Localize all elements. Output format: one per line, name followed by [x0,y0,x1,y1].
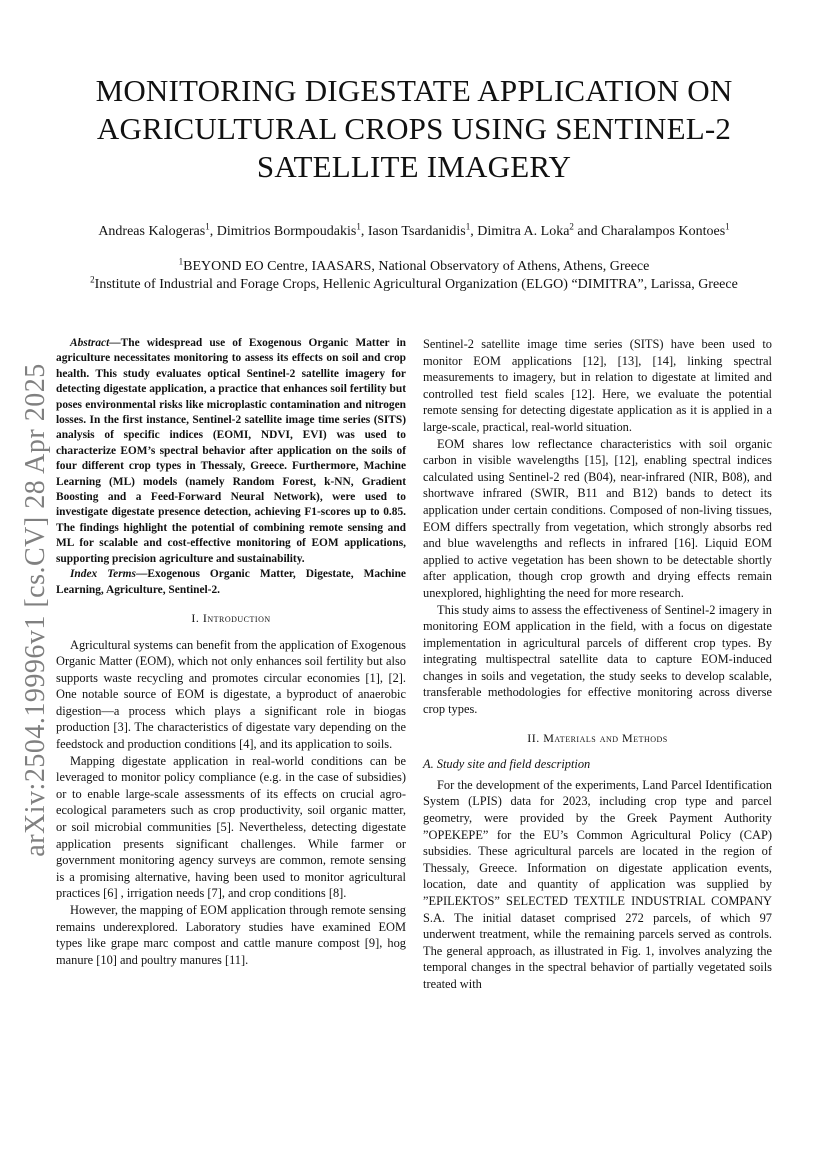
author: Dimitra A. Loka$^2$ and [477,221,602,239]
affiliation-1: $^1$BEYOND EO Centre, IAASARS, National Observatory of Athens, Athens, Greece [178,256,650,274]
abstract-label: Abstract [70,337,110,349]
section-heading-introduction: I. Introduction [191,610,271,625]
right-column [423,336,772,993]
author: Andreas Kalogeras$^1$, [98,221,217,239]
paragraph: Mapping digestate application in real-world conditions can be leveraged to monitor policy compliance (e.g. in the case of subsidies) or to enable large-scale assessments of its effects on crucial agro-ecological parameters such as crop productivity, soil organic matter, or soil microbial communities [5]. Nevertheless, detecting digestate application presents significant challenges. While farmer or government monitoring agency surveys are common, remote sensing is a promising alternative, having been used to monitor agricultural practices [6] , irrigation needs [7], and crop conditions [8]. [56,753,406,901]
abstract [56,336,406,567]
section-heading-materials-methods: II. Materials and Methods [527,730,668,745]
affiliations [40,258,788,294]
abstract-text: —The widespread use of Exogenous Organic Matter in agriculture necessitates monitoring to assess its effects on soil and crop health. This study evaluates optical Sentinel-2 satellite imagery for detecting digestate application, a practice that enhances soil fertility but poses environmental risks like microplastic contamination and nitrogen losses. In the first instance, Sentinel-2 satellite image time series (SITS) analysis of specific indices (EOMI, NDVI, EVI) was used to characterize EOM’s spectral behavior after application on the soils of four different crop types in Thessaly, Greece. Furthermore, Machine Learning (ML) models (namely Random Forest, k-NN, Gradient Boosting and a Feed-Forward Neural Network), were used to investigate digestate presence detection, achieving F1-scores up to 0.85. The findings highlight the potential of combining remote sensing and ML for scalable and cost-effective monitoring of EOM applications, supporting precision agriculture and sustainability. [56,337,406,565]
paragraph: This study aims to assess the effectiveness of Sentinel-2 imagery in monitoring EOM application in the field, with a focus on digestate implementation in agricultural parcels of different crop types. By integrating multispectral satellite data to capture EOM-induced changes in soils and vegetation, the study seeks to develop scalable, transferable methodologies for effective monitoring across diverse crop types. [423,602,772,717]
author: Charalampos Kontoes$^1$ [601,221,730,239]
paragraph: Agricultural systems can benefit from the application of Exogenous Organic Matter (EOM), which not only enhances soil fertility but also supports waste recycling and promotes circular economies [1], [2]. One notable source of EOM is digestate, a byproduct of anaerobic digestion—a process which plays a significant role in biogas production [3]. The characteristics of digestate vary depending on the feedstock and production conditions [4], and its application to soils. [56,637,406,752]
index-terms-text: —Exogenous Organic Matter, Digestate, Machine Learning, Agriculture, Sentinel-2. [56,568,406,596]
author: Dimitrios Bormpoudakis$^1$, [216,221,368,239]
title-line-1: MONITORING DIGESTATE APPLICATION ON [95,73,733,108]
paper-title [60,72,768,186]
paragraph: EOM shares low reflectance characteristics with soil organic carbon in visible wavelengths [15], [12], enabling spectral indices calculated using Sentinel-2 red (B04), near-infrared (NIR, B08), and shortwave infrared (SWIR, B11 and B12) bands to detect its application under certain conditions. Composed of non-living tissues, EOM differs spectrally from vegetation, which strongly absorbs red and blue wavelengths and reflects in infrared [16]. Liquid EOM applied to active vegetation has been shown to be detectable shortly after application, though crop growth and drying effects remain unexplored, highlighting the need for more research. [423,436,772,600]
title-line-2: AGRICULTURAL CROPS USING SENTINEL-2 [96,111,732,146]
paragraph: For the development of the experiments, Land Parcel Identification System (LPIS) data for 2023, including crop type and parcel geometry, were provided by the Greek Payment Authority ”OPEKEPE” for the EU’s Common Agricultural Policy (CAP) subsidies. These agricultural parcels are located in the region of Thessaly, Greece. Information on digestate application events, location, date and quantity of application was supplied by ”EPILEKTOS” SELECTED TEXTILE INDUSTRIAL COMPANY S.A. The initial dataset comprised 272 parcels, of which 97 underwent treatment, while the remaining parcels served as controls. The general approach, as illustrated in Fig. 1, involves analyzing the temporal changes in the spectral behavior of partially vegetated soils treated with [423,777,772,991]
index-terms-label: Index Terms [70,568,136,581]
author: Iason Tsardanidis$^1$, [367,221,478,239]
author-list [40,221,788,240]
left-column [56,336,406,968]
paragraph: However, the mapping of EOM application through remote sensing remains underexplored. Laboratory studies have examined EOM types like grape marc compost and cattle manure compost [9], hog manure [10] and poultry manures [11]. [56,903,406,967]
arxiv-sidebar-stamp [22,360,50,860]
affiliation-2: $^2$Institute of Industrial and Forage Crops, Hellenic Agricultural Organization (ELGO) “DIMITRA”, Larissa, Greece [90,274,738,292]
subsection-heading-study-site: A. Study site and field description [423,757,591,772]
title-line-3: SATELLITE IMAGERY [256,149,572,184]
index-terms [56,567,406,598]
paragraph: Sentinel-2 satellite image time series (SITS) have been used to monitor EOM applications [12], [13], [14], linking spectral measurements to imagery, but in relation to digestate at limited and controlled test field scales [12]. Here, we evaluate the potential remote sensing for detecting digestate application as it is applied in a large-scale, practical, real-world situation. [423,337,772,434]
arxiv-identifier: arXiv:2504.19996v1 [cs.CV] 28 Apr 2025 [20,363,51,857]
